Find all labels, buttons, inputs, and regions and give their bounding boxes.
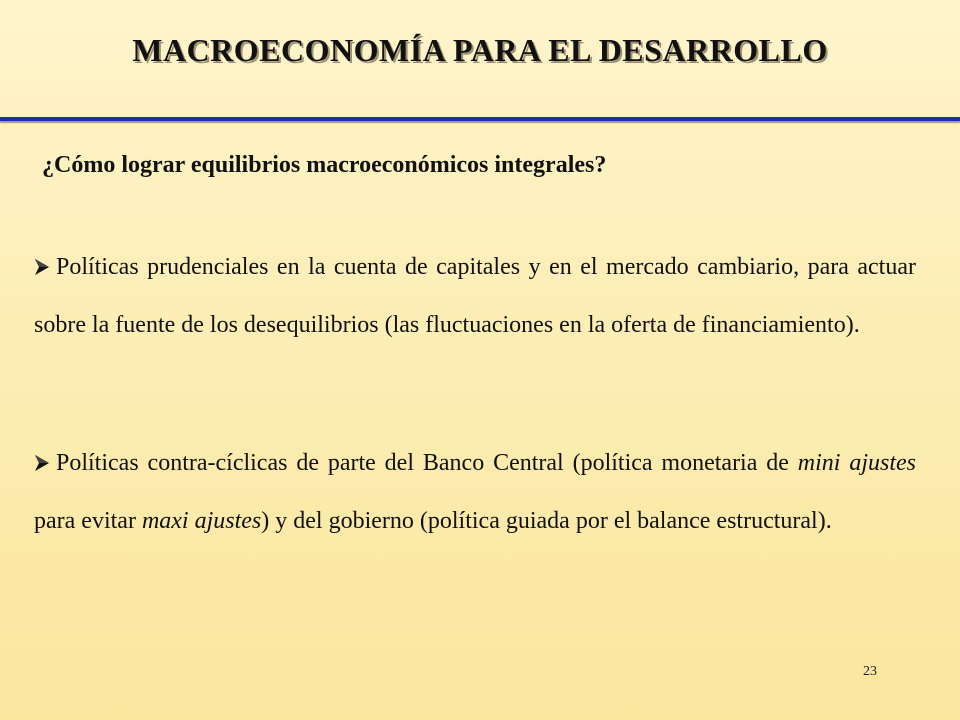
title-divider	[0, 117, 960, 121]
emphasis-text: maxi ajustes	[141, 508, 262, 534]
emphasis-text: mini ajustes	[797, 450, 916, 476]
bullet-item	[34, 238, 916, 354]
slide-subtitle: ¿Cómo lograr equilibrios macroeconómicos integrales?	[42, 152, 607, 178]
arrow-bullet-icon	[34, 238, 56, 296]
bullet-text: para evitar	[34, 508, 142, 534]
bullet-text: Políticas prudenciales en la cuenta de capitales y en el mercado cambiario, para actuar sobre la fuente de los desequilibrios (las fluctuaciones en la oferta de financiamiento).	[34, 254, 916, 338]
page-number: 23	[863, 664, 877, 679]
bullet-item	[34, 434, 916, 550]
arrow-bullet-icon	[34, 434, 56, 492]
bullet-text: Políticas contra-cíclicas de parte del Banco Central (política monetaria de	[56, 450, 798, 476]
bullet-text: ) y del gobierno (política guiada por el balance estructural).	[261, 508, 832, 534]
slide-title: MACROECONOMÍA PARA EL DESARROLLO	[132, 32, 828, 68]
